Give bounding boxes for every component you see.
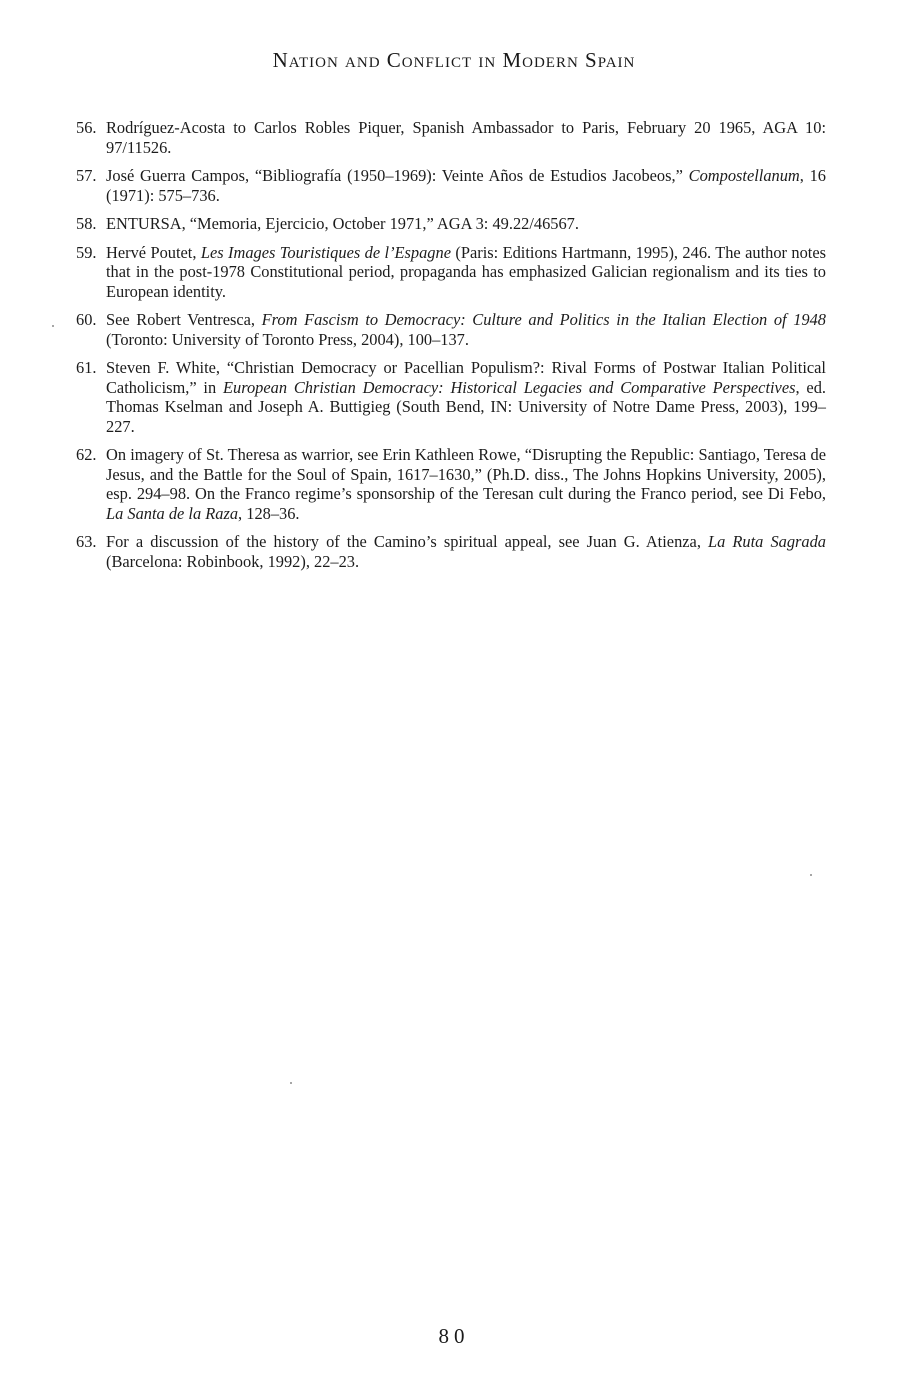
endnote-text-segment: ENTURSA, “Memoria, Ejercicio, October 1971,” AGA 3: 49.22/46567. <box>106 214 579 233</box>
endnote-text-segment: Steven F. White, “Christian Democracy or Pacellian Populism?: Rival Forms of Postwar Italian Political Catholicism,” in <box>106 358 826 397</box>
endnote-number: 63. <box>76 532 97 551</box>
endnote-number: 61. <box>76 358 97 377</box>
endnote-text <box>106 166 826 205</box>
cited-title: La Ruta Sagrada <box>708 532 826 551</box>
endnote-text-segment: (Toronto: University of Toronto Press, 2004), 100–137. <box>106 329 469 349</box>
cited-title: La Santa de la Raza <box>106 503 239 523</box>
endnote-text-segment: , ed. Thomas Kselman and Joseph A. Buttigieg (South Bend, IN: University of Notre Dame Press, 2003), 199–227. <box>106 377 826 436</box>
page-number: 80 <box>438 1324 470 1348</box>
endnote-text-segment: See Robert Ventresca, <box>106 310 262 329</box>
endnote <box>76 166 826 205</box>
endnote-text <box>106 243 826 301</box>
endnote-text-segment: On imagery of St. Theresa as warrior, see Erin Kathleen Rowe, “Disrupting the Republic: Santiago, Teresa de Jesus, and the Battle for the Soul of Spain, 1617–1630,” (Ph.D. diss., The Johns Hopkins University, 2005), esp. 294–98. On the Franco regime’s sponsorship of the Teresan cult during the Franco period, see Di Febo, <box>106 445 826 503</box>
endnote-text-segment: (Paris: Editions Hartmann, 1995), 246. The author notes that in the post-1978 Constitutional period, propaganda has emphasized Galician regionalism and its ties to European identity. <box>106 242 826 301</box>
endnote <box>76 118 826 157</box>
cited-title: Les Images Touristiques de l’Espagne <box>200 242 451 262</box>
cited-title: Compostellanum <box>688 166 800 185</box>
endnote-text-segment: Hervé Poutet, <box>106 242 201 262</box>
endnote-text <box>106 118 826 157</box>
running-head: Nation and Conflict in Modern Spain <box>272 48 636 72</box>
endnote-number: 58. <box>76 214 97 233</box>
endnote <box>76 445 826 523</box>
endnote <box>76 310 826 349</box>
endnote-text <box>106 214 579 233</box>
endnote <box>76 243 826 302</box>
endnote-number: 59. <box>76 242 97 262</box>
scan-speck <box>810 874 812 876</box>
scan-speck <box>290 1082 292 1084</box>
endnote-number: 57. <box>76 166 97 185</box>
endnote-text-segment: (Barcelona: Robinbook, 1992), 22–23. <box>106 551 360 571</box>
scan-speck <box>52 325 54 327</box>
endnote-text-segment: José Guerra Campos, “Bibliografía (1950–1969): Veinte Años de Estudios Jacobeos,” <box>106 166 689 185</box>
endnote-text-segment: For a discussion of the history of the Camino’s spiritual appeal, see Juan G. Atienza, <box>106 532 708 551</box>
endnote-text-segment: , 16 (1971): 575–736. <box>106 166 827 205</box>
endnote-text-segment: Rodríguez-Acosta to Carlos Robles Piquer, Spanish Ambassador to Paris, February 20 1965, AGA 10: 97/11526. <box>106 118 826 157</box>
endnote <box>76 358 826 436</box>
endnote-number: 62. <box>76 445 97 464</box>
cited-title: European Christian Democracy: Historical Legacies and Comparative Perspectives <box>223 377 796 397</box>
cited-title: From Fascism to Democracy: Culture and Politics in the Italian Election of 1948 <box>261 310 826 329</box>
endnote-text <box>106 445 826 523</box>
endnote-text <box>106 532 826 571</box>
endnote-number: 56. <box>76 118 97 137</box>
endnote-text <box>106 310 826 349</box>
endnote <box>76 532 826 571</box>
endnote-number: 60. <box>76 310 97 329</box>
endnotes-list <box>76 118 826 580</box>
endnote <box>76 214 826 234</box>
endnote-text-segment: , 128–36. <box>238 503 300 523</box>
endnote-text <box>106 358 826 436</box>
